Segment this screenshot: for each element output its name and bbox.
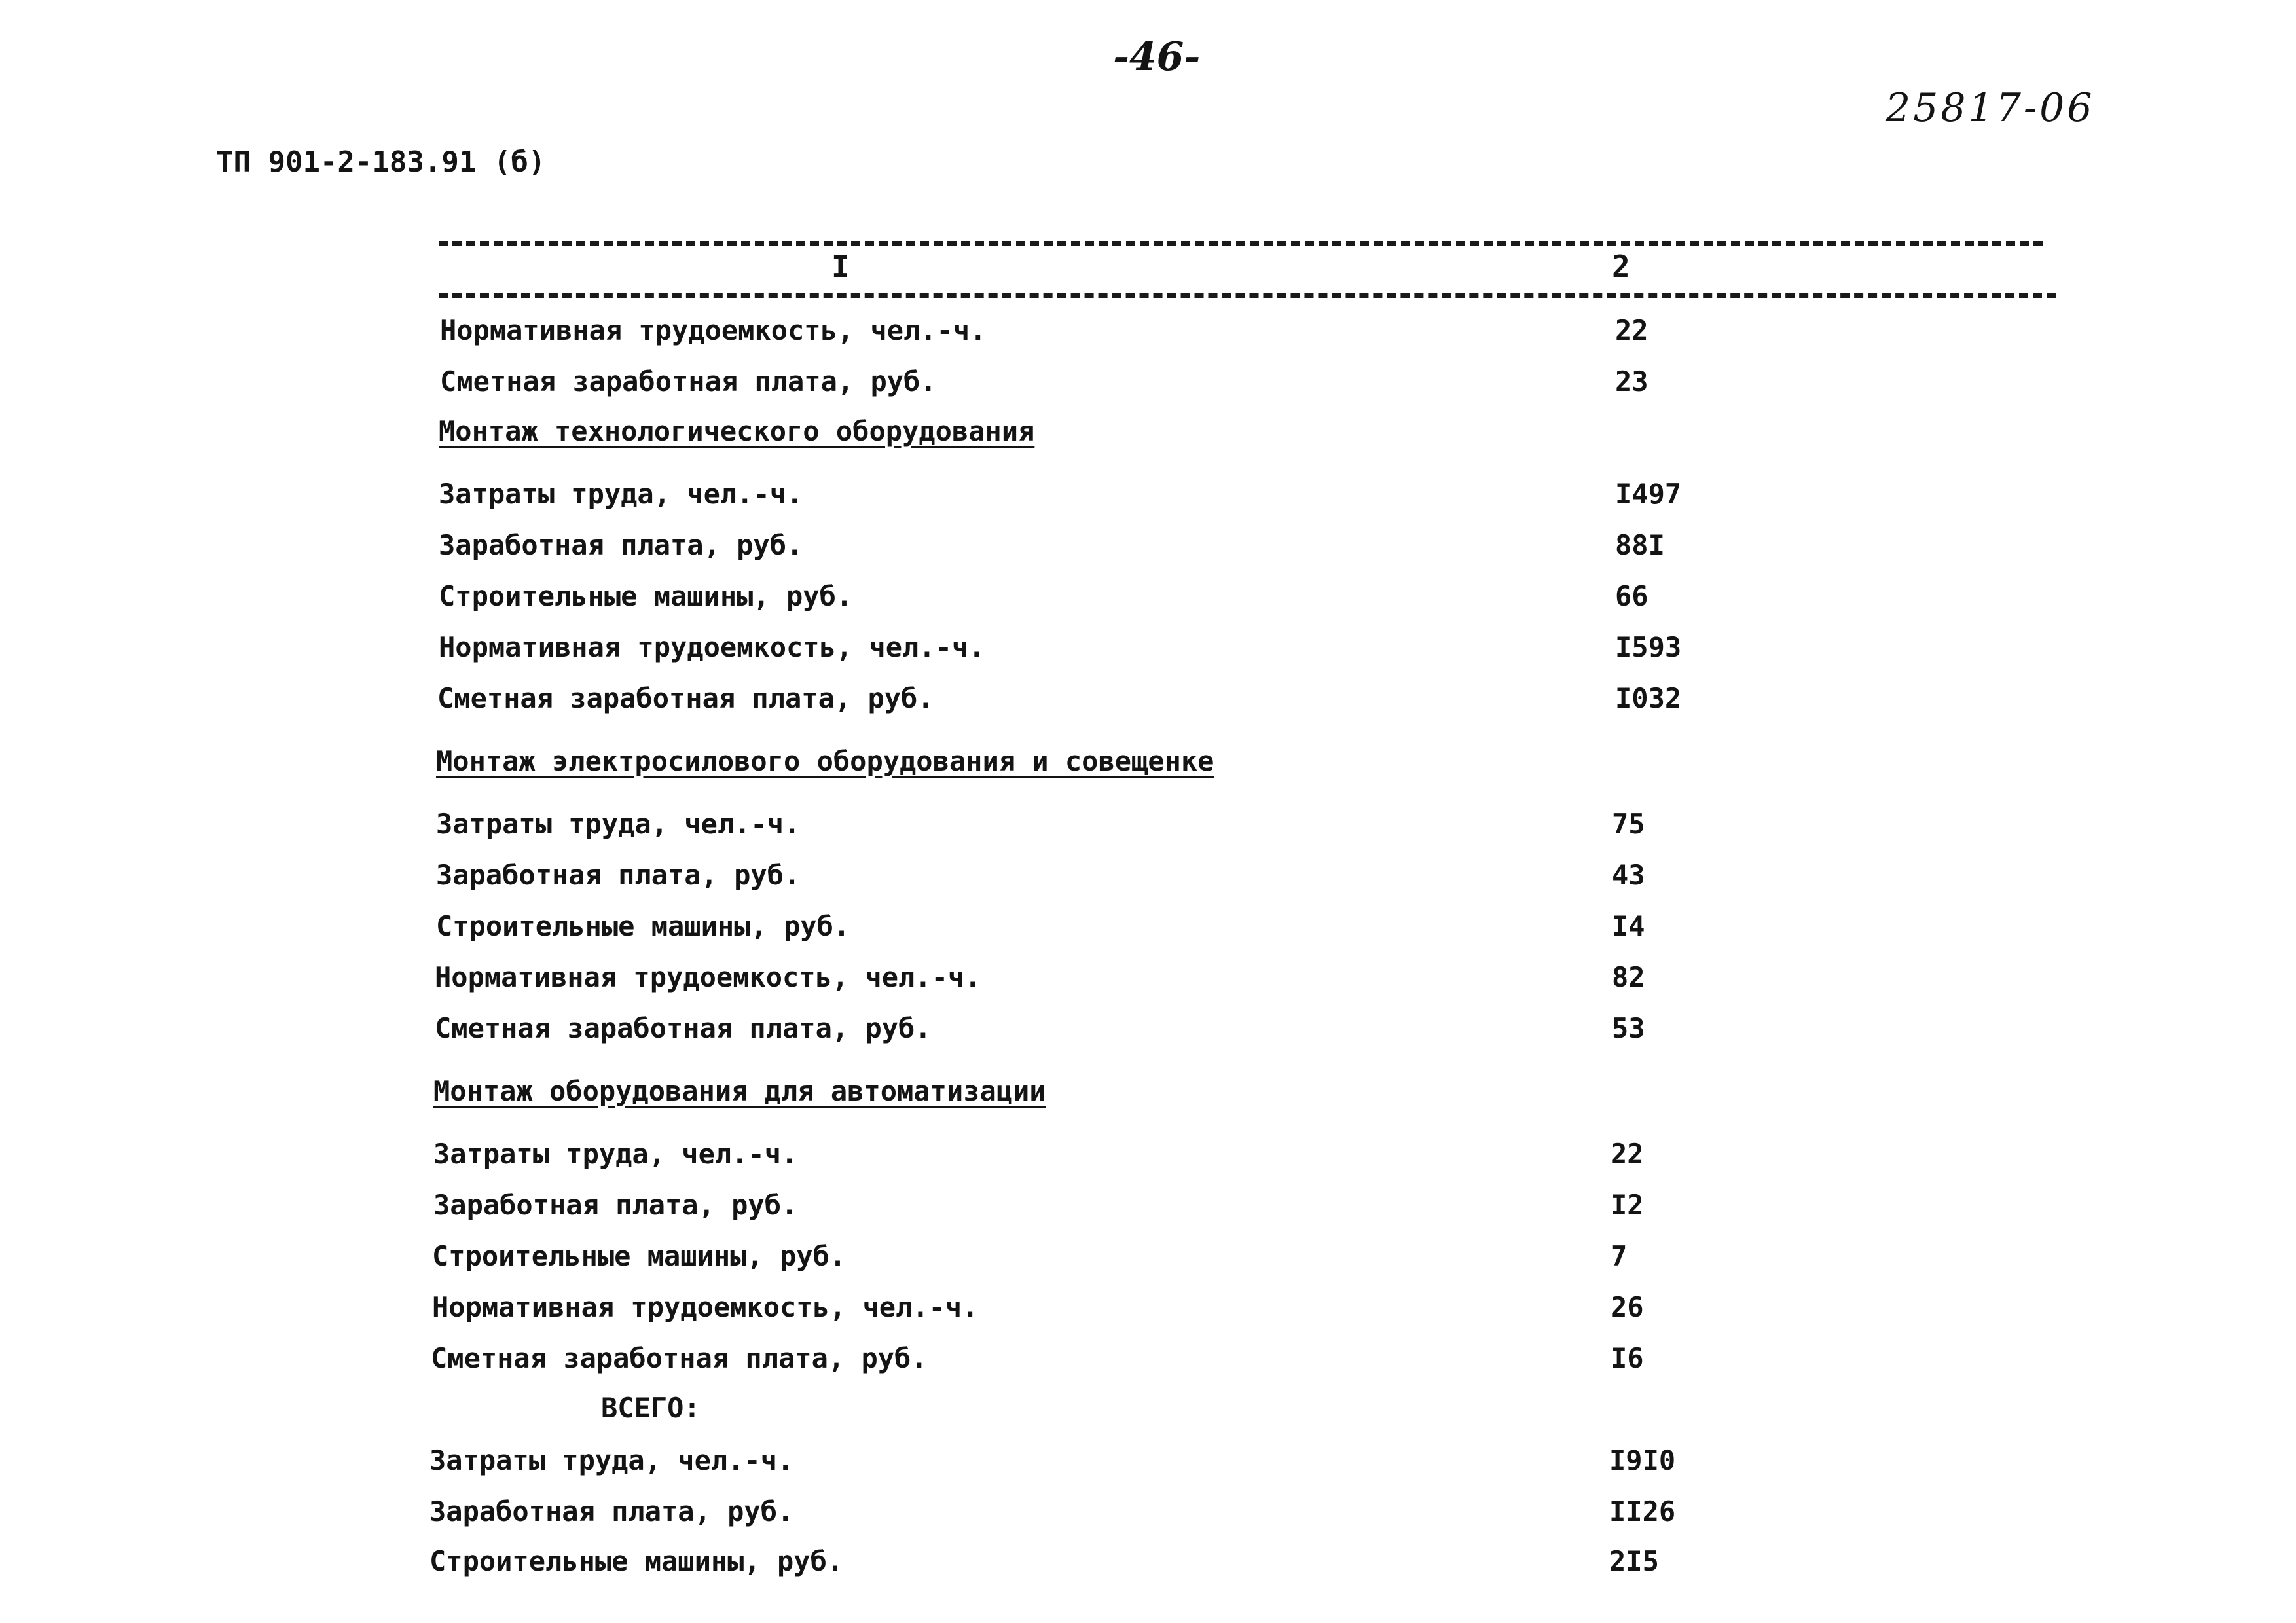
row-value: 82: [1612, 961, 1645, 993]
row-value: 23: [1615, 365, 1649, 397]
section-title-technological-equipment: Монтаж технологического оборудования: [439, 415, 1035, 447]
row-value: 53: [1612, 1012, 1645, 1044]
row-label: Строительные машины, руб.: [429, 1545, 844, 1577]
row-value: 66: [1615, 580, 1649, 612]
row-label: Заработная плата, руб.: [436, 859, 801, 891]
row-value: 7: [1611, 1240, 1628, 1272]
row-label: Нормативная трудоемкость, чел.-ч.: [432, 1291, 979, 1323]
row-value: 75: [1612, 808, 1645, 840]
row-label: Строительные машины, руб.: [436, 910, 850, 942]
row-label: Заработная плата, руб.: [429, 1495, 794, 1527]
row-label: Затраты труда, чел.-ч.: [436, 808, 801, 840]
table-header-top-rule: [439, 241, 2043, 246]
row-value: I2: [1611, 1189, 1644, 1221]
row-value: 43: [1612, 859, 1645, 891]
row-label: Строительные машины, руб.: [439, 580, 853, 612]
row-value: I032: [1615, 682, 1682, 714]
section-title-automation-equipment: Монтаж оборудования для автоматизации: [433, 1075, 1046, 1107]
row-label: Заработная плата, руб.: [433, 1189, 798, 1221]
row-label: Сметная заработная плата, руб.: [435, 1012, 932, 1044]
page-number: -46-: [1113, 34, 1201, 80]
row-label: Заработная плата, руб.: [439, 529, 803, 561]
row-label: Сметная заработная плата, руб.: [431, 1342, 928, 1374]
row-value: 22: [1615, 314, 1649, 346]
row-value: 88I: [1615, 529, 1665, 561]
row-value: II26: [1609, 1495, 1676, 1527]
row-label: Сметная заработная плата, руб.: [437, 682, 934, 714]
row-value: I593: [1615, 631, 1682, 663]
row-value: 2I5: [1609, 1545, 1659, 1577]
row-value: 26: [1611, 1291, 1644, 1323]
row-label: Нормативная трудоемкость, чел.-ч.: [435, 961, 981, 993]
archive-number: 25817-06: [1886, 85, 2095, 131]
row-label: Строительные машины, руб.: [432, 1240, 847, 1272]
column-header-1: I: [831, 249, 850, 284]
row-label: Нормативная трудоемкость, чел.-ч.: [440, 314, 987, 346]
row-value: I9I0: [1609, 1444, 1676, 1476]
row-label: Затраты труда, чел.-ч.: [439, 478, 803, 510]
row-value: I6: [1611, 1342, 1644, 1374]
column-header-2: 2: [1612, 249, 1630, 284]
table-header-bottom-rule: [439, 293, 2056, 298]
row-label: Сметная заработная плата, руб.: [440, 365, 937, 397]
row-label: Затраты труда, чел.-ч.: [433, 1138, 798, 1170]
total-title: ВСЕГО:: [601, 1392, 701, 1424]
row-value: I4: [1612, 910, 1645, 942]
row-value: I497: [1615, 478, 1682, 510]
row-value: 22: [1611, 1138, 1644, 1170]
row-label: Затраты труда, чел.-ч.: [429, 1444, 794, 1476]
document-code: ТП 901-2-183.91 (б): [216, 145, 546, 179]
row-label: Нормативная трудоемкость, чел.-ч.: [439, 631, 985, 663]
section-title-electrical-equipment: Монтаж электросилового оборудования и совещенке: [436, 745, 1214, 777]
